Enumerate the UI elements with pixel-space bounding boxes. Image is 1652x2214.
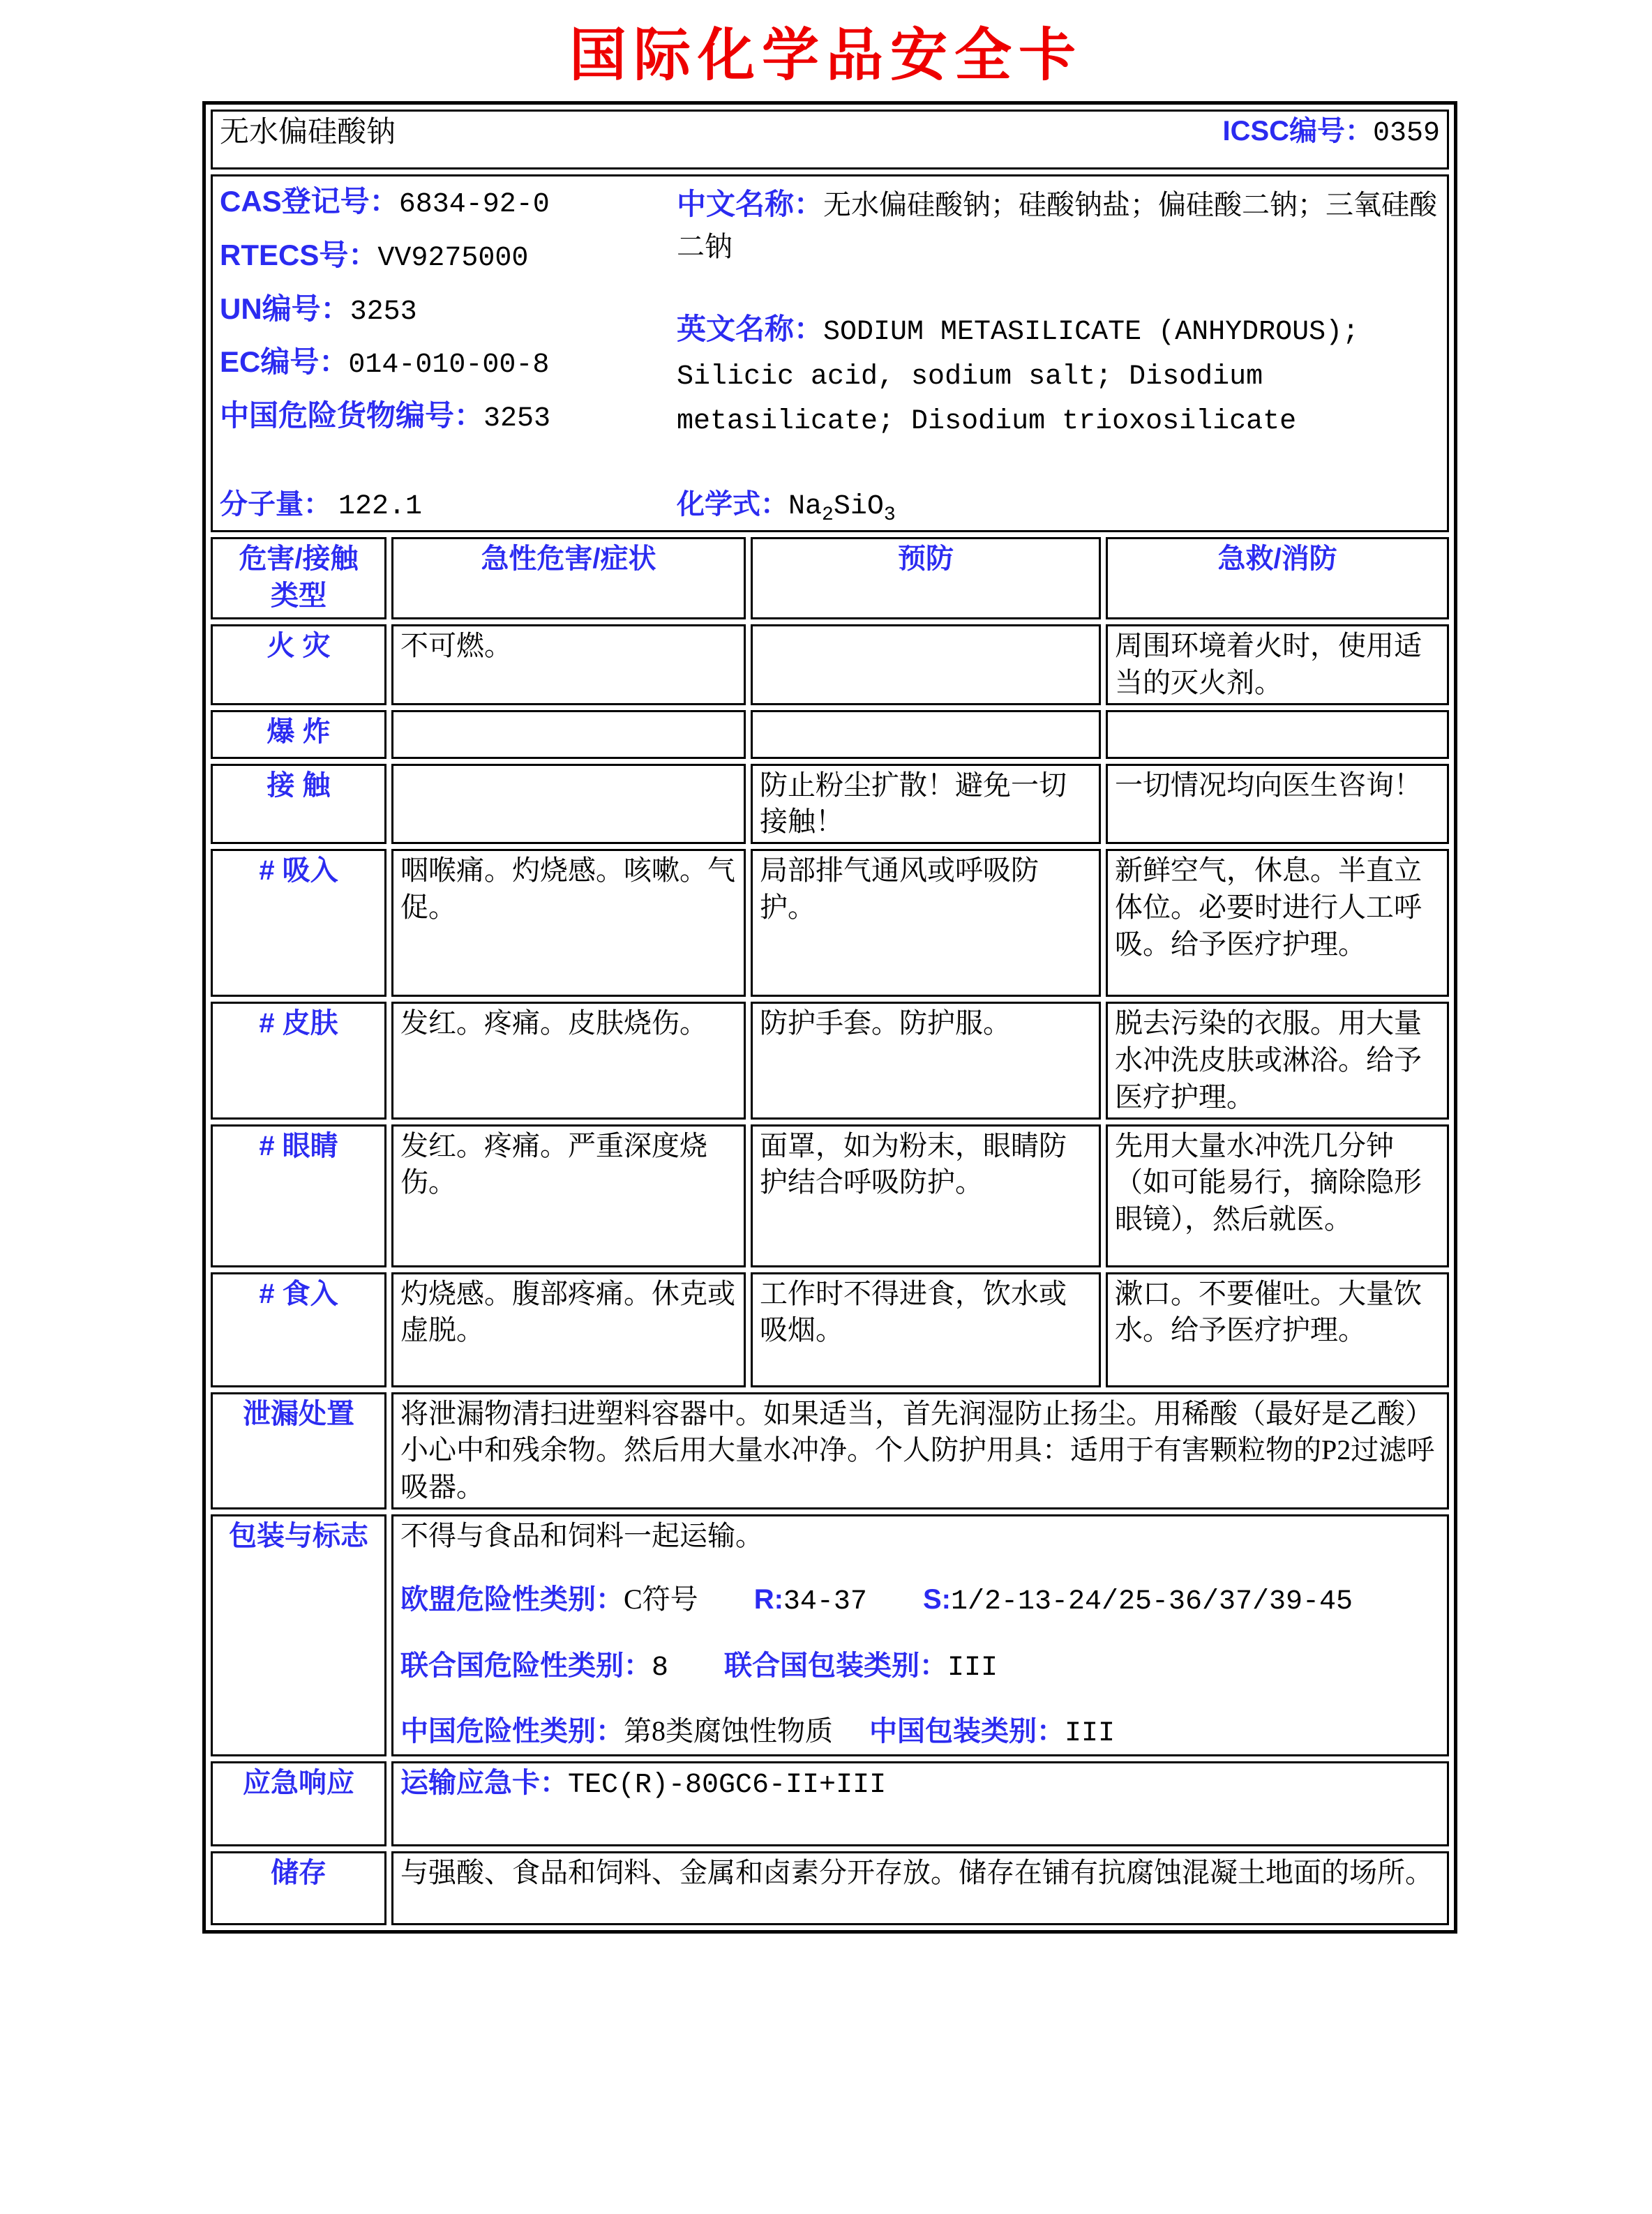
explosion-prevention bbox=[751, 710, 1101, 759]
substance-name: 无水偏硅酸钠 bbox=[220, 116, 396, 149]
name-cell bbox=[211, 110, 1449, 170]
identifier-list bbox=[220, 178, 677, 450]
skin-prevention: 防护手套。防护服。 bbox=[751, 1002, 1101, 1119]
exposure-label: 接 触 bbox=[211, 764, 386, 845]
un-value: 3253 bbox=[350, 296, 417, 328]
names-block bbox=[677, 178, 1440, 450]
row-packaging bbox=[211, 1514, 1449, 1756]
row-spill bbox=[211, 1392, 1449, 1509]
icsc-table bbox=[202, 101, 1457, 1934]
row-inhalation bbox=[211, 849, 1449, 997]
rtecs-label: RTECS号： bbox=[220, 238, 378, 271]
ingestion-response: 漱口。不要催吐。大量饮水。给予医疗护理。 bbox=[1106, 1272, 1449, 1387]
eyes-symptoms: 发红。疼痛。严重深度烧伤。 bbox=[391, 1124, 746, 1267]
rtecs-number-line bbox=[220, 236, 677, 278]
emergency-content bbox=[391, 1761, 1449, 1846]
ingestion-prevention: 工作时不得进食，饮水或吸烟。 bbox=[751, 1272, 1101, 1387]
cas-value: 6834-92-0 bbox=[398, 189, 550, 220]
exposure-response: 一切情况均向医生咨询！ bbox=[1106, 764, 1449, 845]
china-dg-number-line bbox=[220, 396, 677, 438]
packaging-cn-class: 中国危险性类别：第8类腐蚀性物质 中国包装类别：III bbox=[400, 1715, 1116, 1750]
row-fire bbox=[211, 624, 1449, 705]
eyes-label: # 眼睛 bbox=[211, 1124, 386, 1267]
storage-label: 储存 bbox=[211, 1851, 386, 1925]
spill-label: 泄漏处置 bbox=[211, 1392, 386, 1509]
icsc-number bbox=[1222, 113, 1440, 153]
eyes-response: 先用大量水冲洗几分钟（如可能易行，摘除隐形眼镜），然后就医。 bbox=[1106, 1124, 1449, 1267]
formula-value: $Na_2SiO_3$ bbox=[788, 490, 896, 526]
packaging-un-class: 联合国危险性类别：8 联合国包装类别：III bbox=[400, 1650, 998, 1684]
packaging-content bbox=[391, 1514, 1449, 1756]
mw-label: 分子量： bbox=[220, 488, 331, 520]
packaging-transport-note: 不得与食品和饲料一起运输。 bbox=[400, 1519, 763, 1551]
inhalation-symptoms: 咽喉痛。灼烧感。咳嗽。气促。 bbox=[391, 849, 746, 997]
ec-value: 014-010-00-8 bbox=[348, 349, 550, 382]
un-number-line bbox=[220, 289, 677, 331]
mw-value: 122.1 bbox=[338, 490, 423, 522]
china-dg-label: 中国危险货物编号： bbox=[220, 399, 484, 432]
explosion-label: 爆 炸 bbox=[211, 710, 386, 759]
icsc-value: 0359 bbox=[1373, 118, 1441, 149]
eyes-prevention: 面罩，如为粉末，眼睛防护结合呼吸防护。 bbox=[751, 1124, 1101, 1267]
explosion-symptoms bbox=[391, 710, 746, 759]
en-name-label: 英文名称： bbox=[677, 312, 824, 345]
cas-label: CAS登记号： bbox=[220, 185, 399, 218]
storage-content: 与强酸、食品和饲料、金属和卤素分开存放。储存在铺有抗腐蚀混凝土地面的场所。 bbox=[391, 1851, 1449, 1925]
safety-card bbox=[202, 101, 1451, 1934]
tec-label: 运输应急卡： bbox=[400, 1768, 568, 1799]
skin-label: # 皮肤 bbox=[211, 1002, 386, 1119]
fire-response: 周围环境着火时，使用适当的灭火剂。 bbox=[1106, 624, 1449, 705]
row-emergency bbox=[211, 1761, 1449, 1846]
cas-number-line bbox=[220, 182, 677, 224]
ingestion-symptoms: 灼烧感。腹部疼痛。休克或虚脱。 bbox=[391, 1272, 746, 1387]
exposure-prevention: 防止粉尘扩散！避免一切接触！ bbox=[751, 764, 1101, 845]
explosion-response bbox=[1106, 710, 1449, 759]
row-explosion bbox=[211, 710, 1449, 759]
row-ingestion bbox=[211, 1272, 1449, 1387]
cn-name-label: 中文名称： bbox=[677, 188, 824, 220]
inhalation-response: 新鲜空气，休息。半直立体位。必要时进行人工呼吸。给予医疗护理。 bbox=[1106, 849, 1449, 997]
inhalation-label: # 吸入 bbox=[211, 849, 386, 997]
header-symptoms: 急性危害/症状 bbox=[391, 537, 746, 619]
inhalation-prevention: 局部排气通风或呼吸防护。 bbox=[751, 849, 1101, 997]
header-response: 急救/消防 bbox=[1106, 537, 1449, 619]
page-title: 国际化学品安全卡 bbox=[569, 24, 1083, 87]
un-label: UN编号： bbox=[220, 292, 350, 325]
info-cell bbox=[211, 174, 1449, 532]
packaging-label: 包装与标志 bbox=[211, 1514, 386, 1756]
tec-value: TEC(R)-80GC6-II+III bbox=[568, 1770, 887, 1802]
chemical-formula bbox=[677, 486, 1440, 529]
emergency-label: 应急响应 bbox=[211, 1761, 386, 1846]
fire-label: 火 灾 bbox=[211, 624, 386, 705]
header-hazard-type: 危害/接触 类型 bbox=[211, 537, 386, 619]
formula-label: 化学式： bbox=[677, 488, 788, 520]
skin-response: 脱去污染的衣服。用大量水冲洗皮肤或淋浴。给予医疗护理。 bbox=[1106, 1002, 1449, 1119]
spill-content: 将泄漏物清扫进塑料容器中。如果适当，首先润湿防止扬尘。用稀酸（最好是乙酸）小心中和残余物。然后用大量水冲净。个人防护用具：适用于有害颗粒物的P2过滤呼吸器。 bbox=[391, 1392, 1449, 1509]
fire-prevention bbox=[751, 624, 1101, 705]
ec-number-line bbox=[220, 342, 677, 384]
name-row bbox=[211, 110, 1449, 170]
info-row bbox=[211, 174, 1449, 532]
exposure-symptoms bbox=[391, 764, 746, 845]
ingestion-label: # 食入 bbox=[211, 1272, 386, 1387]
packaging-eu-class: 欧盟危险性类别：C符号 R:34-37 S:1/2-13-24/25-36/37/39-45 bbox=[400, 1583, 1353, 1618]
row-skin bbox=[211, 1002, 1449, 1119]
row-exposure bbox=[211, 764, 1449, 845]
english-names bbox=[677, 307, 1440, 443]
chinese-names bbox=[677, 182, 1440, 268]
grid-header-row bbox=[211, 537, 1449, 619]
row-eyes bbox=[211, 1124, 1449, 1267]
china-dg-value: 3253 bbox=[483, 403, 551, 435]
fire-symptoms: 不可燃。 bbox=[391, 624, 746, 705]
cn-name-value: 无水偏硅酸钠；硅酸钠盐；偏硅酸二钠；三氧硅酸二钠 bbox=[677, 189, 1438, 262]
en-name-value: SODIUM METASILICATE (ANHYDROUS); Silicic acid, sodium salt; Disodium metasilicate; Disodium trioxosilicate bbox=[677, 317, 1360, 437]
skin-symptoms: 发红。疼痛。皮肤烧伤。 bbox=[391, 1002, 746, 1119]
molecular-line bbox=[220, 486, 1440, 529]
icsc-label: ICSC编号： bbox=[1222, 116, 1374, 146]
row-storage bbox=[211, 1851, 1449, 1925]
rtecs-value: VV9275000 bbox=[377, 242, 529, 274]
header-prevention: 预防 bbox=[751, 537, 1101, 619]
molecular-weight bbox=[220, 486, 677, 529]
ec-label: EC编号： bbox=[220, 345, 349, 379]
